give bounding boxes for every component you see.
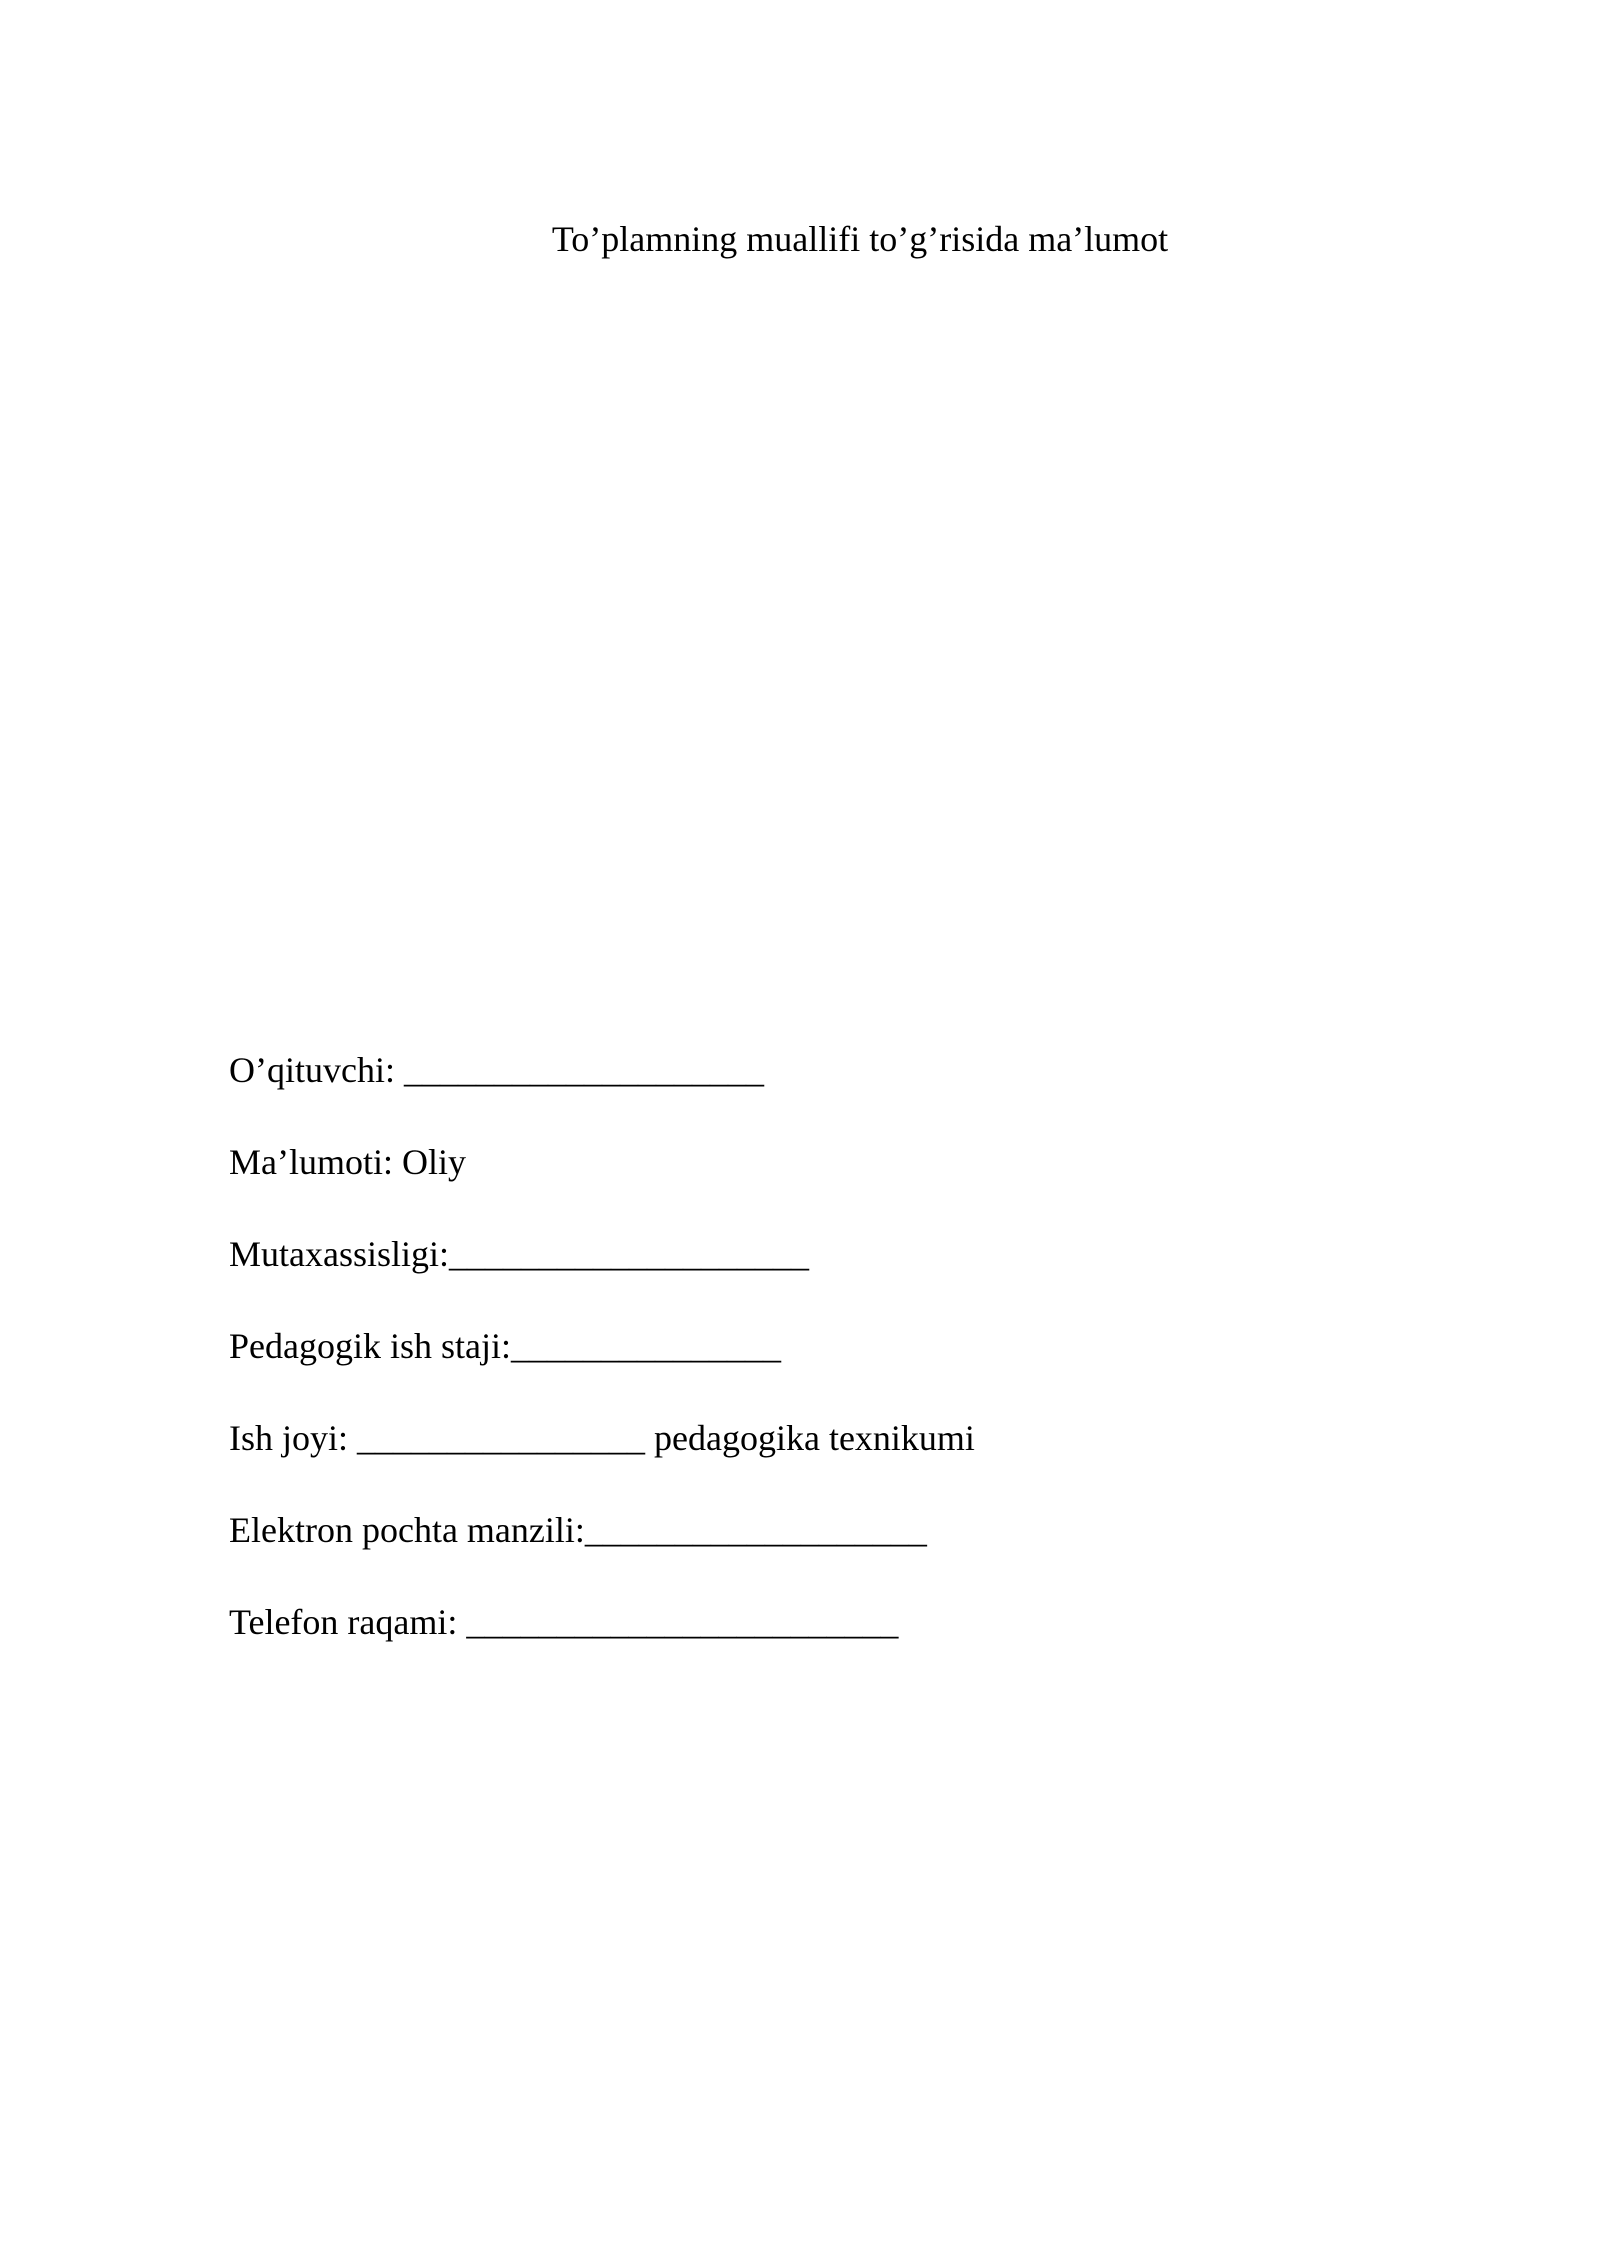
teaching-experience-field: Pedagogik ish staji:_______________ [229,1326,781,1366]
phone-field: Telefon raqami: ________________________ [229,1602,899,1642]
teacher-field: O’qituvchi: ____________________ [229,1050,764,1090]
workplace-field: Ish joyi: ________________ pedagogika texnikumi [229,1418,975,1458]
education-field: Ma’lumoti: Oliy [229,1142,466,1182]
specialty-field: Mutaxassisligi:____________________ [229,1234,810,1274]
document-title: To’plamning muallifi to’g’risida ma’lumot [551,219,1169,259]
email-field: Elektron pochta manzili:___________________ [229,1510,927,1550]
author-info-list [229,1049,975,1693]
